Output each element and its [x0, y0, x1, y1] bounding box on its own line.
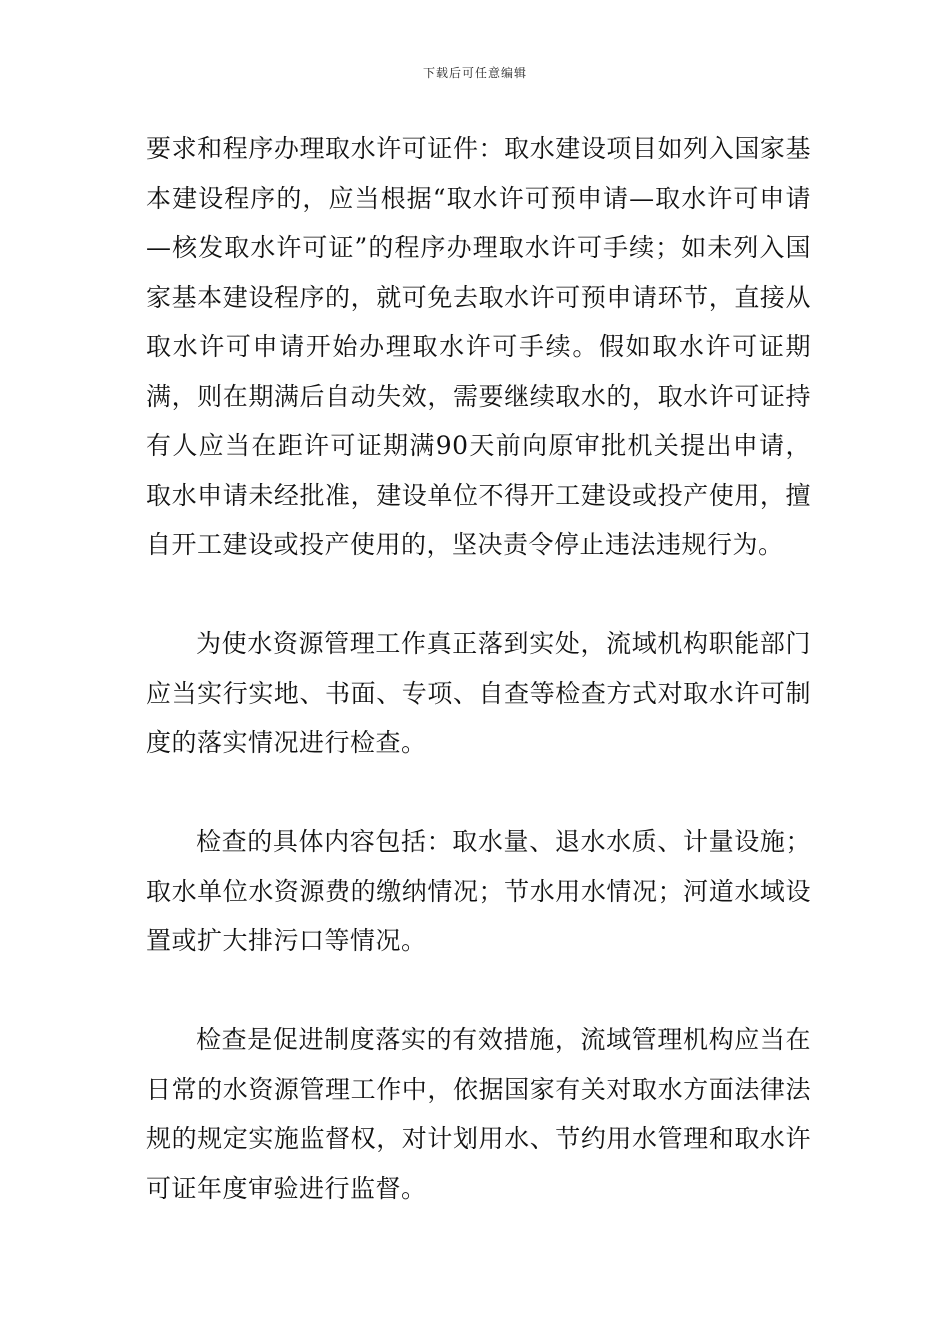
- paragraph-spacer: [146, 966, 811, 1016]
- paragraph-1: 要求和程序办理取水许可证件：取水建设项目如列入国家基本建设程序的，应当根据“取水许可预申请—取水许可申请—核发取水许可证”的程序办理取水许可手续；如未列入国家基本建设程序的，就可免去取水许可预申请环节，直接从取水许可申请开始办理取水许可手续。假如取水许可证期满，则在期满后自动失效，需要继续取水的，取水许可证持有人应当在距许可证期满90天前向原审批机关提出申请，取水申请未经批准，建设单位不得开工建设或投产使用，擅自开工建设或投产使用的，坚决责令停止违法违规行为。: [146, 134, 811, 559]
- paragraph-4: 检查是促进制度落实的有效措施，流域管理机构应当在日常的水资源管理工作中，依据国家有关对取水方面法律法规的规定实施监督权，对计划用水、节约用水管理和取水许可证年度审验进行监督。: [146, 1025, 811, 1203]
- page-header: 下载后可任意编辑: [422, 66, 527, 80]
- paragraph-spacer: [146, 768, 811, 818]
- paragraph-3: 检查的具体内容包括：取水量、退水水质、计量设施；取水单位水资源费的缴纳情况；节水用水情况；河道水域设置或扩大排污口等情况。: [146, 827, 811, 955]
- paragraph-2: 为使水资源管理工作真正落到实处，流域机构职能部门应当实行实地、书面、专项、自查等检查方式对取水许可制度的落实情况进行检查。: [146, 629, 811, 757]
- paragraph-spacer: [146, 570, 811, 620]
- document-body: [146, 124, 811, 1213]
